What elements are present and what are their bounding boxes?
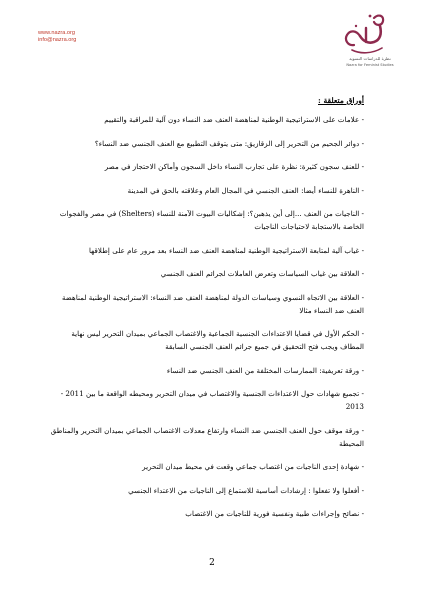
email-link[interactable]: info@nazra.org (38, 37, 77, 43)
list-item[interactable]: - العلاقة بين الاتجاه النسوي وسياسات الدولة لمناهضة العنف ضد النساء: الاستراتيجية الوطنية لمناهضة العنف ضد النساء مثالا (61, 292, 364, 315)
section-title: أوراق متعلقة : (318, 96, 364, 105)
list-item[interactable]: - العلاقة بين غياب السياسات وتعرض العاملات لجرائم العنف الجنسي (160, 269, 364, 278)
page-number: 2 (209, 558, 215, 568)
logo-org-name-en: Nazra for Feminist Studies (346, 63, 394, 67)
list-item[interactable]: - نصائح وإجراءات طبية ونفسية فورية للناجيات من الاغتصاب (185, 509, 364, 518)
list-item[interactable]: - أفعلوا ولا تفعلوا : إرشادات أساسية للاستماع إلى الناجيات من الاعتداء الجنسي (128, 485, 364, 495)
contact-block (38, 30, 76, 44)
list-item[interactable]: - الناهرة للنساء أيضا: العنف الجنسي في المجال العام وعلاقته بالحق في المدينة (127, 185, 364, 195)
list-item[interactable]: - للعنف سجون كثيرة: نظرة على تجارب النساء داخل السجون وأماكن الاحتجاز في مصر (104, 162, 364, 171)
related-papers-list (50, 113, 364, 531)
list-item[interactable]: - الناجيات من العنف ...إلى أين يذهبن؟: إشكاليات البيوت الآمنة للنساء (Shelters) في مصر والفجوات الخاصة بالاستجابة لاحتياجات الناجيات (59, 209, 364, 231)
list-item[interactable]: - علامات على الاستراتيجية الوطنية لمناهضة العنف ضد النساء دون آلية للمراقبة والتقييم (104, 115, 364, 124)
logo-org-name-ar: نظرة للدراسات النسوية (349, 56, 391, 61)
list-item[interactable]: - الحكم الأول في قضايا الاعتداءات الجنسية الجماعية والاغتصاب الجماعي بميدان التحرير ليس نهاية المطاف ويجب فتح التحقيق في جميع جرائم العنف الجنسي السابقة (71, 329, 364, 351)
list-item[interactable]: - تجميع شهادات حول الاعتداءات الجنسية والاغتصاب في ميدان التحرير ومحيطه الواقعة ما بين 2011 - 2013 (60, 389, 364, 411)
website-link[interactable]: www.nazra.org (38, 30, 75, 36)
list-item[interactable]: - دوائر الجحيم من التحرير إلى الزقازيق: متى يتوقف التطبيع مع العنف الجنسي ضد النساء؟ (94, 138, 364, 148)
list-item[interactable]: - ورقة تعريفية: الممارسات المختلفة من العنف الجنسي ضد النساء (166, 365, 364, 375)
nazra-logo-icon (330, 8, 394, 70)
list-item[interactable]: - غياب آلية لمتابعة الاستراتيجية الوطنية لمناهضة العنف ضد النساء بعد مرور عام على إطلاقها (88, 245, 364, 255)
list-item[interactable]: - شهادة إحدى الناجيات من اغتصاب جماعي وقعت في محيط ميدان التحرير (142, 462, 364, 471)
list-item[interactable]: - ورقة موقف حول العنف الجنسي ضد النساء وارتفاع معدلات الاغتصاب الجماعي بميدان التحرير والمناطق المحيطة (50, 425, 364, 448)
